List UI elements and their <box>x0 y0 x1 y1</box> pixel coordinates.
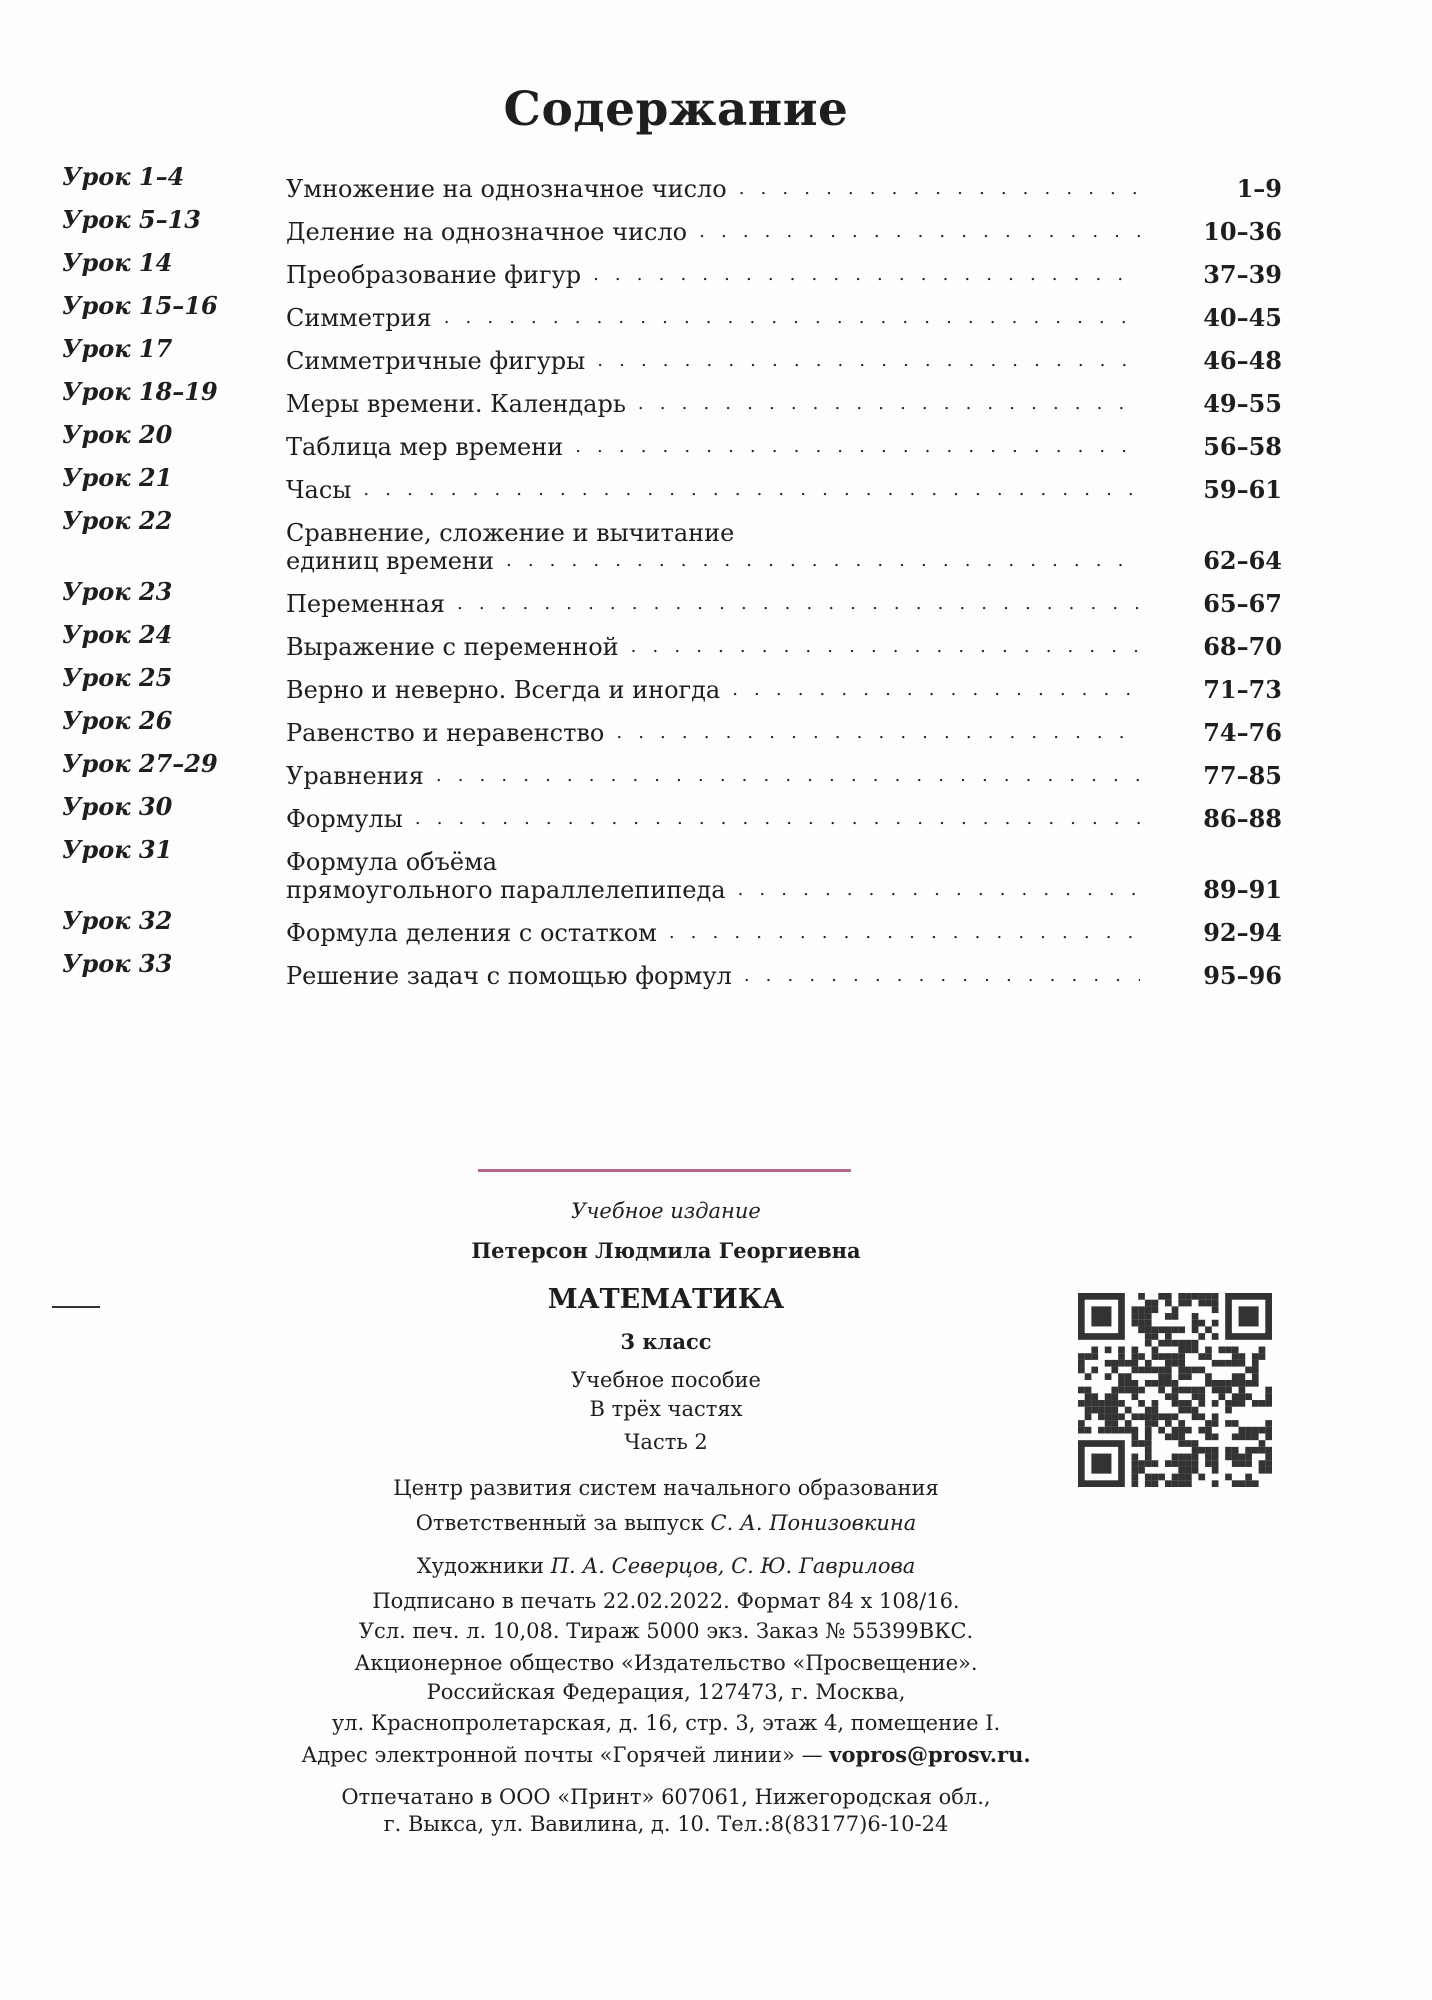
toc-row[interactable] <box>62 375 1282 418</box>
dot-leader <box>457 593 1140 614</box>
toc-pages: 1–9 <box>1236 174 1282 203</box>
toc-topic: Меры времени. Календарь <box>286 390 626 418</box>
dot-leader <box>744 965 1140 986</box>
toc-lesson: Урок 30 <box>62 792 173 821</box>
toc-lesson: Урок 15–16 <box>62 291 218 320</box>
responsible-name: С. А. Понизовкина <box>710 1511 917 1535</box>
dot-leader <box>732 679 1140 700</box>
table-of-contents <box>62 160 1282 990</box>
grade: 3 класс <box>620 1329 712 1354</box>
publisher: Акционерное общество «Издательство «Просвещение». <box>354 1651 978 1675</box>
toc-lesson: Урок 25 <box>62 663 173 692</box>
toc-lesson: Урок 32 <box>62 906 173 935</box>
part: Часть 2 <box>624 1430 708 1454</box>
dot-leader <box>436 765 1140 786</box>
toc-topic: Формула деления с остатком <box>286 919 657 947</box>
toc-row[interactable] <box>62 947 1282 990</box>
toc-lesson: Урок 21 <box>62 463 173 492</box>
toc-topic: Деление на однозначное число <box>286 218 688 246</box>
email-label: Адрес электронной почты «Горячей линии» — <box>301 1743 823 1767</box>
toc-row[interactable] <box>62 790 1282 833</box>
toc-lesson: Урок 18–19 <box>62 377 218 406</box>
toc-pages: 10–36 <box>1203 217 1282 246</box>
parts: В трёх частях <box>589 1397 743 1421</box>
dot-leader <box>415 808 1140 829</box>
toc-row[interactable] <box>62 661 1282 704</box>
toc-lesson: Урок 1–4 <box>62 162 185 191</box>
toc-row[interactable] <box>62 246 1282 289</box>
toc-row[interactable] <box>62 160 1282 203</box>
toc-pages: 49–55 <box>1203 389 1282 418</box>
dot-leader <box>597 350 1140 371</box>
toc-row[interactable] <box>62 504 1282 575</box>
signed-info: Подписано в печать 22.02.2022. Формат 84 x 108/16. <box>372 1589 960 1613</box>
toc-topic: Решение задач с помощью формул <box>286 962 732 990</box>
dot-leader <box>363 479 1140 500</box>
toc-lesson: Урок 20 <box>62 420 173 449</box>
toc-pages: 62–64 <box>1203 546 1282 575</box>
toc-pages: 74–76 <box>1203 718 1282 747</box>
qr-code[interactable] <box>1078 1293 1272 1487</box>
dot-leader <box>739 178 1140 199</box>
toc-topic: Симметричные фигуры <box>286 347 586 375</box>
artists-names: П. А. Северцов, С. Ю. Гаврилова <box>550 1554 916 1578</box>
toc-topic: Сравнение, сложение и вычитание <box>286 519 735 547</box>
address-line-2: ул. Краснопролетарская, д. 16, стр. 3, этаж 4, помещение I. <box>331 1711 1001 1735</box>
toc-row[interactable] <box>62 575 1282 618</box>
toc-topic: Формулы <box>286 805 403 833</box>
toc-topic: Переменная <box>286 590 446 618</box>
toc-pages: 71–73 <box>1203 675 1282 704</box>
print-info: Усл. печ. л. 10,08. Тираж 5000 экз. Заказ № 55399ВКС. <box>358 1619 974 1643</box>
toc-lesson: Урок 17 <box>62 334 173 363</box>
toc-row[interactable] <box>62 461 1282 504</box>
toc-pages: 56–58 <box>1203 432 1282 461</box>
book-title: МАТЕМАТИКА <box>547 1284 785 1315</box>
toc-lesson: Урок 24 <box>62 620 173 649</box>
dot-leader <box>444 307 1140 328</box>
toc-topic: Таблица мер времени <box>286 433 564 461</box>
toc-topic: Формула объёма <box>286 848 498 876</box>
toc-topic-continued: единиц времени <box>286 547 494 575</box>
toc-pages: 92–94 <box>1203 918 1282 947</box>
toc-pages: 77–85 <box>1203 761 1282 790</box>
toc-topic: Уравнения <box>286 762 424 790</box>
dot-leader <box>638 393 1140 414</box>
toc-pages: 89–91 <box>1203 875 1282 904</box>
book-kind: Учебное пособие <box>571 1368 761 1392</box>
toc-topic: Умножение на однозначное число <box>286 175 727 203</box>
toc-row[interactable] <box>62 833 1282 904</box>
toc-topic: Часы <box>286 476 352 504</box>
divider-rule <box>478 1169 851 1172</box>
toc-lesson: Урок 31 <box>62 835 173 864</box>
toc-topic: Симметрия <box>286 304 432 332</box>
page-title: Содержание <box>503 82 849 137</box>
toc-lesson: Урок 5–13 <box>62 205 201 234</box>
artists-label: Художники <box>416 1554 545 1578</box>
toc-topic: Верно и неверно. Всегда и иногда <box>286 676 721 704</box>
toc-row[interactable] <box>62 704 1282 747</box>
hotline-email <box>236 1742 1096 1767</box>
author: Петерсон Людмила Георгиевна <box>471 1238 861 1263</box>
toc-pages: 59–61 <box>1203 475 1282 504</box>
margin-mark <box>52 1306 100 1308</box>
artists <box>236 1554 1096 1578</box>
dot-leader <box>699 221 1140 242</box>
dot-leader <box>669 922 1140 943</box>
toc-row[interactable] <box>62 289 1282 332</box>
toc-pages: 86–88 <box>1203 804 1282 833</box>
dot-leader <box>738 879 1140 900</box>
toc-row[interactable] <box>62 747 1282 790</box>
toc-row[interactable] <box>62 332 1282 375</box>
toc-pages: 65–67 <box>1203 589 1282 618</box>
toc-row[interactable] <box>62 418 1282 461</box>
toc-lesson: Урок 22 <box>62 506 173 535</box>
dot-leader <box>616 722 1140 743</box>
toc-lesson: Урок 33 <box>62 949 173 978</box>
toc-pages: 37–39 <box>1203 260 1282 289</box>
center: Центр развития систем начального образования <box>393 1476 939 1500</box>
responsible <box>236 1511 1096 1535</box>
toc-pages: 68–70 <box>1203 632 1282 661</box>
dot-leader <box>575 436 1140 457</box>
toc-pages: 95–96 <box>1203 961 1282 990</box>
printer-line-1: Отпечатано в ООО «Принт» 607061, Нижегородская обл., <box>341 1785 991 1809</box>
toc-lesson: Урок 27–29 <box>62 749 218 778</box>
toc-row[interactable] <box>62 618 1282 661</box>
dot-leader <box>593 264 1140 285</box>
toc-pages: 40–45 <box>1203 303 1282 332</box>
dot-leader <box>506 550 1140 571</box>
address-line-1: Российская Федерация, 127473, г. Москва, <box>426 1680 906 1704</box>
dot-leader <box>631 636 1140 657</box>
toc-pages: 46–48 <box>1203 346 1282 375</box>
toc-topic: Преобразование фигур <box>286 261 582 289</box>
email-link[interactable]: vopros@prosv.ru. <box>829 1742 1031 1767</box>
printer-line-2: г. Выкса, ул. Вавилина, д. 10. Тел.:8(83177)6-10-24 <box>383 1812 949 1836</box>
toc-row[interactable] <box>62 904 1282 947</box>
toc-topic-continued: прямоугольного параллелепипеда <box>286 876 726 904</box>
responsible-label: Ответственный за выпуск <box>415 1511 704 1535</box>
toc-lesson: Урок 26 <box>62 706 173 735</box>
toc-topic: Выражение с переменной <box>286 633 619 661</box>
toc-lesson: Урок 14 <box>62 248 173 277</box>
toc-topic: Равенство и неравенство <box>286 719 605 747</box>
toc-lesson: Урок 23 <box>62 577 173 606</box>
toc-row[interactable] <box>62 203 1282 246</box>
edition-type: Учебное издание <box>571 1199 761 1223</box>
